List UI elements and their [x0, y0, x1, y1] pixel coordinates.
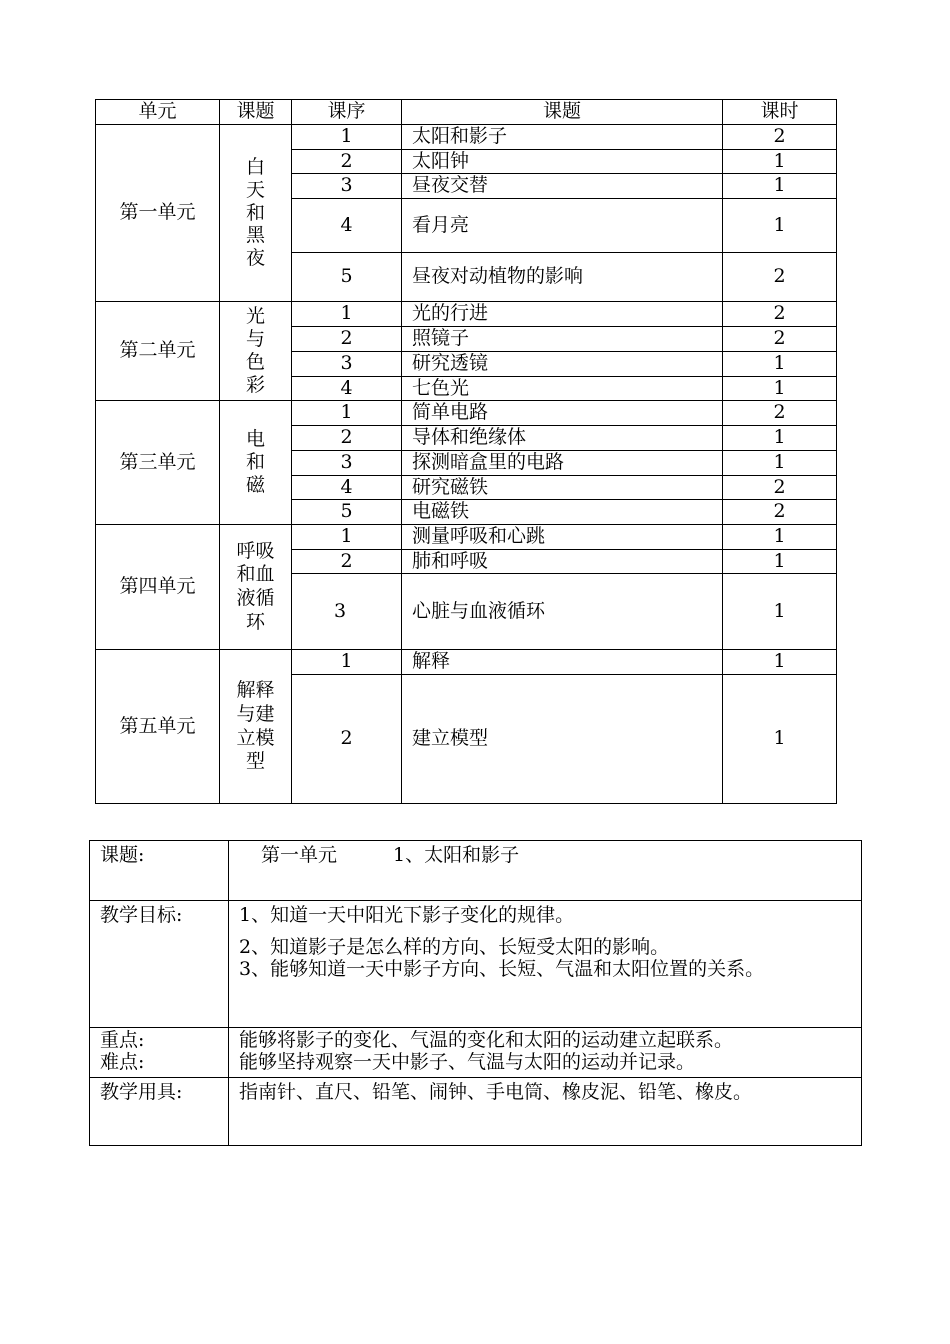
- lesson-hours: 1: [723, 377, 837, 401]
- table-row: [96, 401, 837, 426]
- unit-name: 第五单元: [96, 650, 220, 804]
- lesson-title: 太阳和影子: [402, 125, 723, 150]
- topic-lesson: 1、太阳和影子: [393, 844, 520, 866]
- lesson-hours: 2: [723, 253, 837, 302]
- goal-item: 3、能够知道一天中影子方向、长短、气温和太阳位置的关系。: [239, 957, 765, 980]
- topic-content: [229, 841, 862, 901]
- lesson-hours: 1: [723, 451, 837, 476]
- goals-row: [90, 901, 862, 1028]
- lesson-title: 解释: [402, 650, 723, 675]
- lesson-title: 七色光: [402, 377, 723, 401]
- lesson-title: 昼夜交替: [402, 174, 723, 199]
- lesson-order: 3: [292, 174, 402, 199]
- unit-topic: 电和磁: [220, 401, 292, 525]
- lesson-order: 2: [292, 426, 402, 451]
- goals-content: [229, 901, 862, 1028]
- lesson-order: 3: [292, 352, 402, 377]
- table-header-row: [96, 100, 837, 125]
- lesson-title: 看月亮: [402, 199, 723, 253]
- lesson-order: 2: [292, 150, 402, 174]
- lesson-hours: 1: [723, 650, 837, 675]
- lesson-title: 昼夜对动植物的影响: [402, 253, 723, 302]
- header-hours: 课时: [723, 100, 837, 125]
- lesson-order: 1: [292, 525, 402, 550]
- unit-name: 第三单元: [96, 401, 220, 525]
- lesson-order: 5: [292, 253, 402, 302]
- lesson-hours: 1: [723, 574, 837, 650]
- lesson-hours: 1: [723, 174, 837, 199]
- tools-row: [90, 1078, 862, 1146]
- unit-name: 第一单元: [96, 125, 220, 302]
- lesson-order: 3: [292, 574, 402, 650]
- goal-item: 2、知道影子是怎么样的方向、长短受太阳的影响。: [239, 935, 670, 958]
- topic-label: 课题:: [90, 841, 229, 901]
- lesson-order: 3: [292, 451, 402, 476]
- lesson-title: 探测暗盒里的电路: [402, 451, 723, 476]
- table-row: [96, 525, 837, 550]
- lesson-hours: 1: [723, 550, 837, 574]
- unit-topic: 光与色彩: [220, 302, 292, 401]
- tools-label: 教学用具:: [90, 1078, 229, 1146]
- lesson-title: 研究磁铁: [402, 476, 723, 500]
- lesson-order: 4: [292, 377, 402, 401]
- lesson-title: 肺和呼吸: [402, 550, 723, 574]
- lesson-hours: 1: [723, 150, 837, 174]
- lesson-order: 1: [292, 302, 402, 327]
- lesson-hours: 1: [723, 525, 837, 550]
- lesson-hours: 2: [723, 500, 837, 525]
- unit-topic: 解释与建立模型: [220, 650, 292, 804]
- lesson-plan-table: [89, 840, 862, 1146]
- lesson-title: 测量呼吸和心跳: [402, 525, 723, 550]
- lesson-order: 1: [292, 650, 402, 675]
- lesson-order: 2: [292, 327, 402, 352]
- key-difficulty-labels: [90, 1028, 229, 1078]
- difficulty-label: 难点:: [100, 1050, 145, 1073]
- lesson-hours: 1: [723, 426, 837, 451]
- lesson-title: 电磁铁: [402, 500, 723, 525]
- table-row: [96, 650, 837, 675]
- header-unit: 单元: [96, 100, 220, 125]
- lesson-title: 太阳钟: [402, 150, 723, 174]
- lesson-order: 4: [292, 199, 402, 253]
- table-row: [96, 125, 837, 150]
- key-difficulty-content: [229, 1028, 862, 1078]
- lesson-order: 2: [292, 550, 402, 574]
- topic-row: [90, 841, 862, 901]
- lesson-hours: 1: [723, 199, 837, 253]
- unit-name: 第四单元: [96, 525, 220, 650]
- tools-text: 指南针、直尺、铅笔、闹钟、手电筒、橡皮泥、铅笔、橡皮。: [229, 1078, 862, 1146]
- lesson-hours: 2: [723, 302, 837, 327]
- lesson-hours: 2: [723, 327, 837, 352]
- lesson-title: 简单电路: [402, 401, 723, 426]
- key-text: 能够将影子的变化、气温的变化和太阳的运动建立起联系。: [239, 1029, 734, 1051]
- lesson-order: 1: [292, 125, 402, 150]
- lesson-hours: 2: [723, 401, 837, 426]
- lesson-order: 1: [292, 401, 402, 426]
- lesson-title: 心脏与血液循环: [402, 574, 723, 650]
- lesson-title: 导体和绝缘体: [402, 426, 723, 451]
- lesson-hours: 2: [723, 125, 837, 150]
- lesson-hours: 1: [723, 675, 837, 804]
- header-lesson: 课题: [402, 100, 723, 125]
- goals-label: 教学目标:: [90, 901, 229, 1028]
- goal-item: 1、知道一天中阳光下影子变化的规律。: [239, 904, 575, 926]
- table-row: [96, 302, 837, 327]
- lesson-hours: 2: [723, 476, 837, 500]
- unit-topic: 呼吸和血液循环: [220, 525, 292, 650]
- lesson-hours: 1: [723, 352, 837, 377]
- topic-unit: 第一单元: [261, 844, 338, 866]
- lesson-order: 4: [292, 476, 402, 500]
- lesson-title: 照镜子: [402, 327, 723, 352]
- unit-schedule-table: [95, 99, 837, 804]
- unit-name: 第二单元: [96, 302, 220, 401]
- lesson-order: 2: [292, 675, 402, 804]
- lesson-order: 5: [292, 500, 402, 525]
- unit-topic: 白天和黑夜: [220, 125, 292, 302]
- lesson-title: 光的行进: [402, 302, 723, 327]
- key-label: 重点:: [100, 1029, 145, 1051]
- header-topic: 课题: [220, 100, 292, 125]
- difficulty-text: 能够坚持观察一天中影子、气温与太阳的运动并记录。: [239, 1050, 696, 1073]
- lesson-title: 建立模型: [402, 675, 723, 804]
- header-order: 课序: [292, 100, 402, 125]
- key-difficulty-row: [90, 1028, 862, 1078]
- lesson-title: 研究透镜: [402, 352, 723, 377]
